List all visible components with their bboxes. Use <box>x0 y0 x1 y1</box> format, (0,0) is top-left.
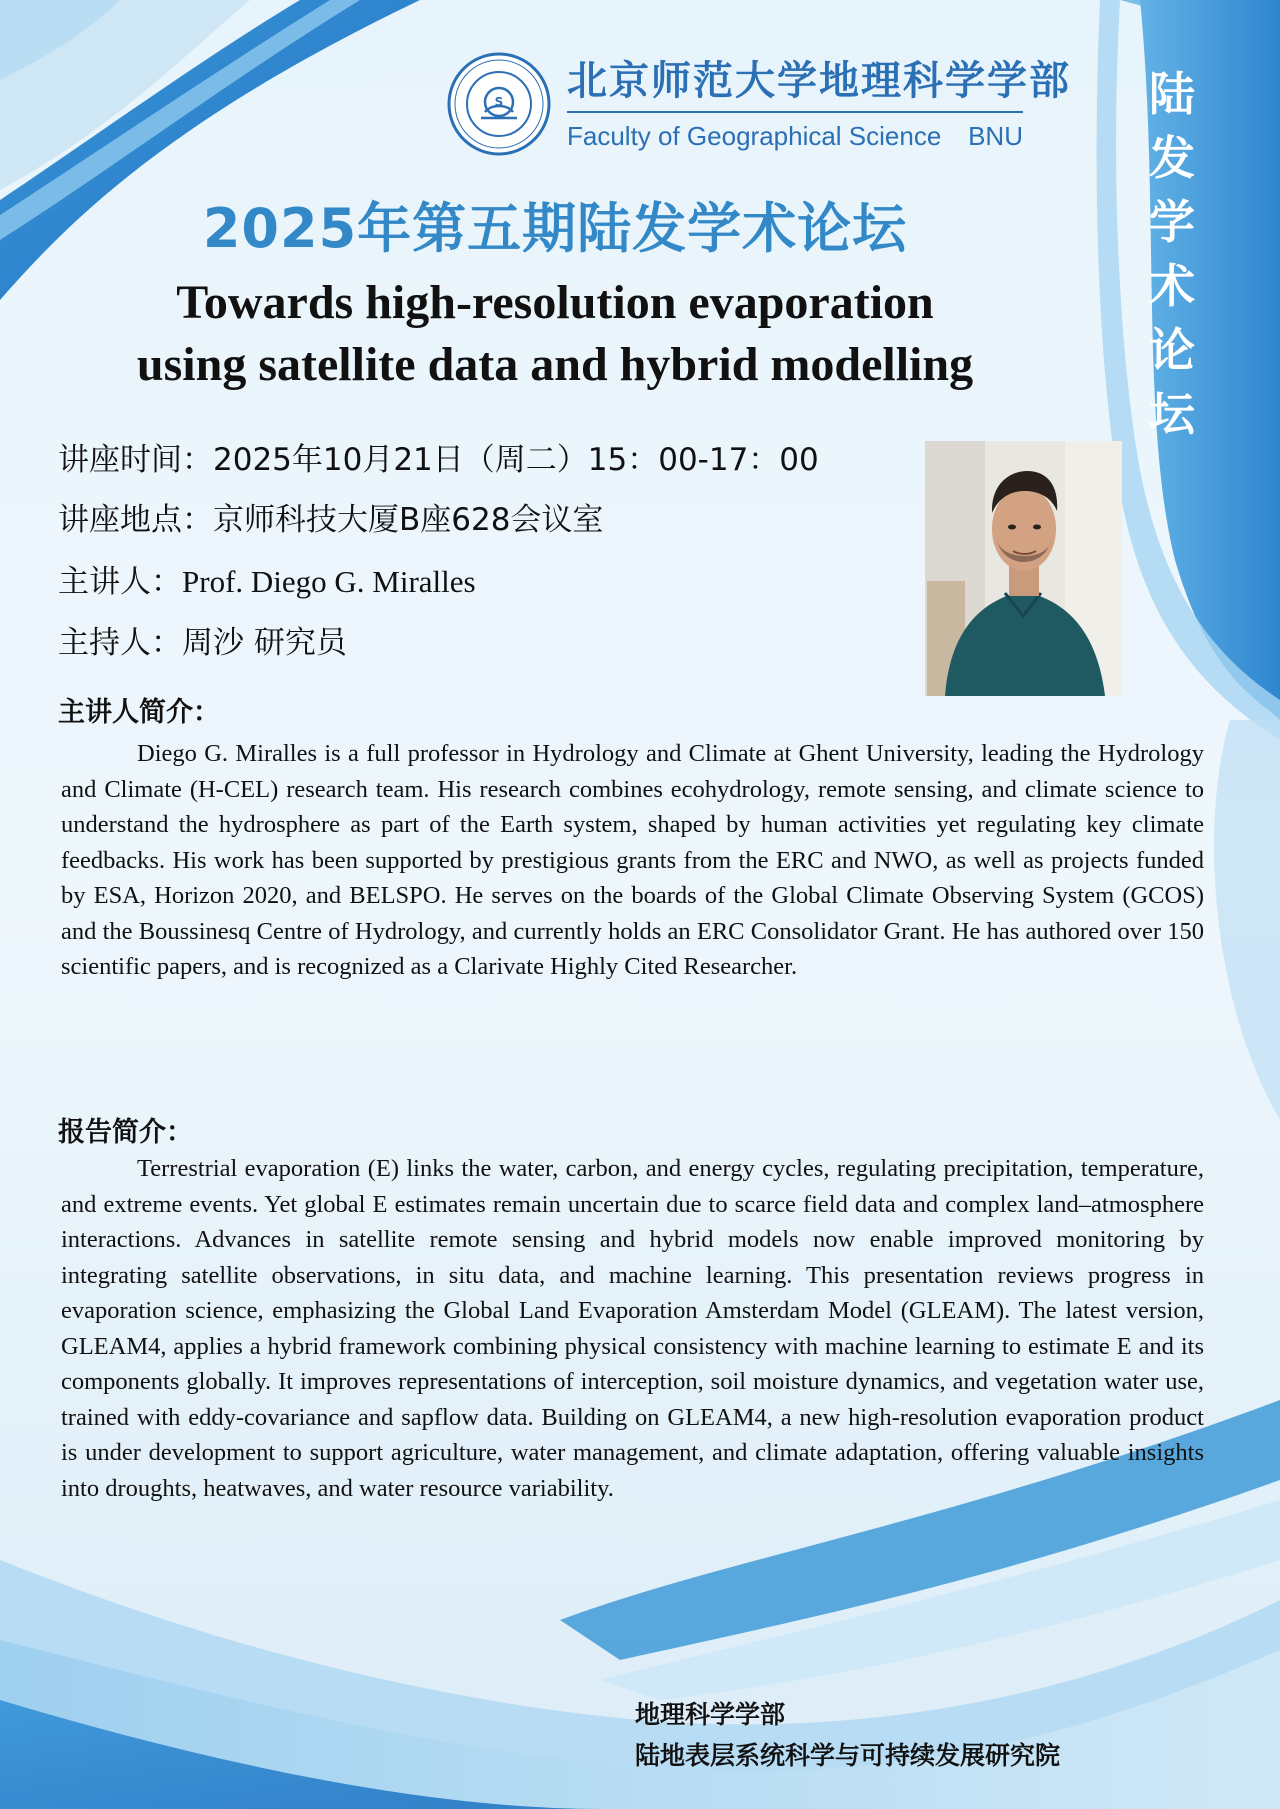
university-seal-icon <box>447 52 551 156</box>
talk-title <box>0 272 1110 396</box>
speaker-label: 主讲人： <box>58 564 182 600</box>
lecture-time <box>58 434 819 479</box>
talk-title-line-1: Towards high-resolution evaporation <box>176 276 934 329</box>
host <box>58 617 347 662</box>
bio-paragraph: Diego G. Miralles is a full professor in Hydrology and Climate at Ghent University, leading the Hydrology and Climate (H-CEL) research team. His research combines ecohydrology, remote sensing, and climate science to understand the hydrosphere as part of the Earth system, shaped by human activities yet regulating key climate feedbacks. His work has been supported by prestigious grants from the ERC and NWO, as well as projects funded by ESA, Horizon 2020, and BELSPO. He serves on the boards of the Global Climate Observing System (GCOS) and the Boussinesq Centre of Hydrology, and currently holds an ERC Consolidator Grant. He has authored over 150 scientific papers, and is recognized as a Clarivate Highly Cited Researcher. <box>61 740 1204 980</box>
host-label: 主持人： <box>58 625 182 661</box>
lecture-place-label: 讲座地点： <box>58 502 213 538</box>
organizer-line-2: 陆地表层系统科学与可持续发展研究院 <box>635 1741 1061 1770</box>
event-title: 2025年第五期陆发学术论坛 <box>202 197 908 260</box>
vertical-char: 术 <box>1149 259 1195 313</box>
speaker-photo <box>925 441 1122 696</box>
lecture-place-value: 京师科技大厦B座628会议室 <box>213 502 604 538</box>
svg-text:S: S <box>494 95 504 109</box>
lecture-time-label: 讲座时间： <box>58 442 213 478</box>
faculty-logo <box>447 52 1071 156</box>
faculty-name-en: Faculty of Geographical Science <box>567 120 942 151</box>
abstract-paragraph: Terrestrial evaporation (E) links the water, carbon, and energy cycles, regulating precipitation, temperature, and extreme events. Yet global E estimates remain uncertain due to scarce field data and complex land–atmosphere interactions. Advances in satellite remote sensing and hybrid models now enable improved monitoring by integrating satellite observations, in situ data, and machine learning. This presentation reviews progress in evaporation science, emphasizing the Global Land Evaporation Amsterdam Model (GLEAM). The latest version, GLEAM4, applies a hybrid framework combining physical consistency with machine learning to estimate E and its components globally. It improves representations of interception, soil moisture dynamics, and vegetation water use, trained with eddy-covariance and sapflow data. Building on GLEAM4, a new high-resolution evaporation product is under development to support agriculture, water management, and climate adaptation, offering valuable insights into droughts, heatwaves, and water resource variability. <box>61 1155 1204 1502</box>
vertical-char: 陆 <box>1149 67 1195 121</box>
talk-title-line-2: using satellite data and hybrid modelling <box>136 338 974 391</box>
speaker-value: Prof. Diego G. Miralles <box>182 564 476 599</box>
faculty-abbr: BNU <box>968 120 1023 151</box>
lecture-place <box>58 494 603 539</box>
host-value: 周沙 研究员 <box>182 625 347 661</box>
vertical-char: 发 <box>1149 131 1195 185</box>
vertical-char: 学 <box>1149 195 1195 249</box>
faculty-name-cn: 北京师范大学地理科学学部 <box>567 56 1071 104</box>
lecture-time-value: 2025年10月21日（周二）15：00-17：00 <box>213 442 819 478</box>
abstract-heading: 报告简介： <box>58 1117 193 1148</box>
speaker <box>58 556 476 601</box>
logo-divider <box>567 111 1023 113</box>
vertical-series-title <box>1132 62 1212 446</box>
organizer-line-1: 地理科学学部 <box>635 1700 786 1729</box>
bio-heading: 主讲人简介： <box>58 697 220 728</box>
vertical-char: 坛 <box>1149 387 1195 441</box>
vertical-char: 论 <box>1149 323 1195 377</box>
